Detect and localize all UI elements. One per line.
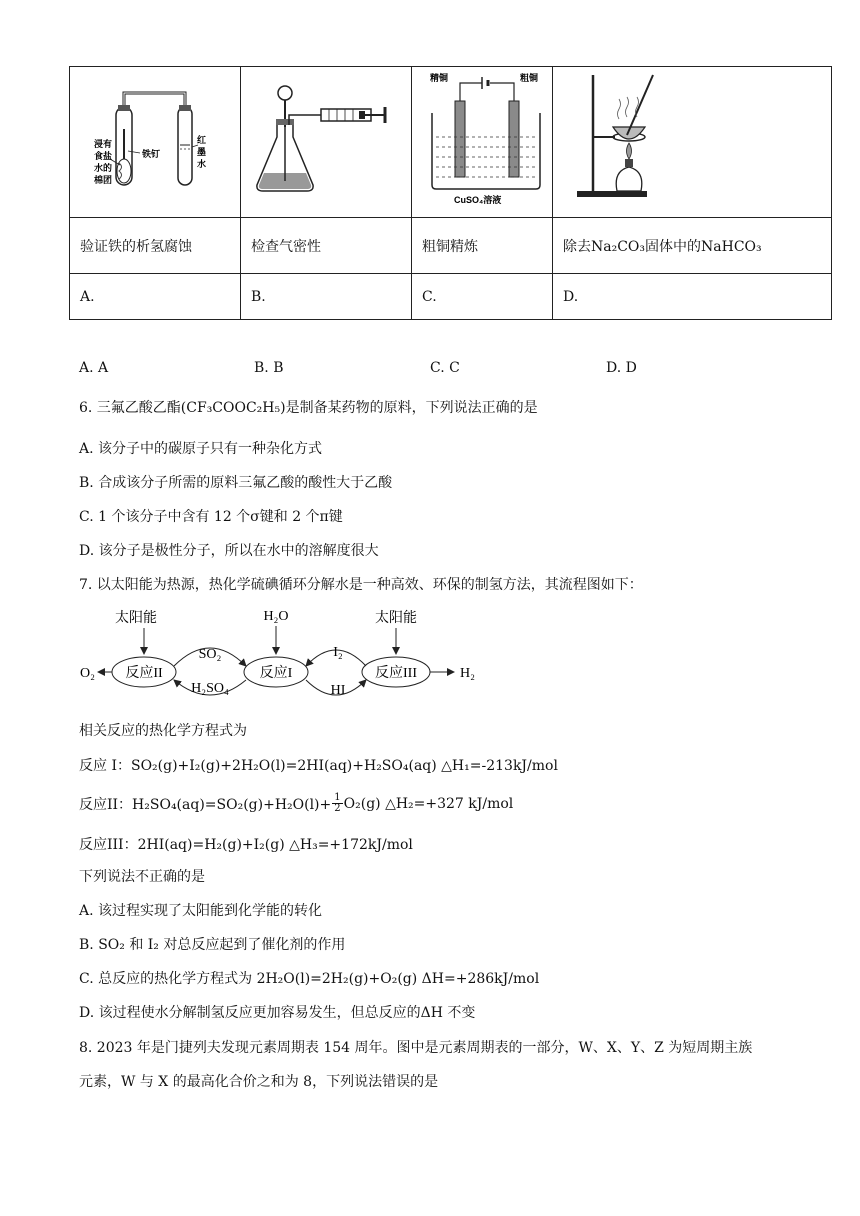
nail-label: 铁钉	[142, 149, 161, 159]
so2-label: SO₂	[198, 647, 222, 662]
q6-option-a[interactable]: A. 该分子中的碳原子只有一种杂化方式	[79, 441, 323, 457]
experiment-table	[69, 66, 832, 320]
purpose-d: 除去Na₂CO₃固体中的NaHCO₃	[553, 218, 832, 274]
q8-stem-line-1: 8. 2023 年是门捷列夫发现元素周期表 154 周年。图中是元素周期表的一部分，W、X、Y、Z 为短周期主族	[79, 1040, 753, 1056]
q7-option-a[interactable]: A. 该过程实现了太阳能到化学能的转化	[79, 903, 323, 919]
cotton-label: 浸有食盐水的棉团	[94, 139, 113, 185]
q5-option-d[interactable]: D. D	[606, 360, 637, 376]
fraction-numerator: 1	[334, 792, 341, 803]
q5-option-c[interactable]: C. C	[430, 360, 460, 376]
reaction-2-label: 反应II	[125, 666, 163, 681]
heating-figure	[563, 67, 831, 213]
iron-corrosion-figure	[80, 67, 240, 213]
q6-stem: 6. 三氟乙酸乙酯(CF₃COOC₂H₅)是制备某药物的原料，下列说法正确的是	[79, 400, 538, 416]
hydrogen-output: H₂	[460, 666, 475, 681]
q8-stem-line-2: 元素，W 与 X 的最高化合价之和为 8，下列说法错误的是	[79, 1074, 439, 1090]
purpose-c: 粗铜精炼	[412, 218, 553, 274]
figure-cell-a	[70, 67, 241, 218]
eq2-part-b: O₂(g) △H₂=+327 kJ/mol	[343, 795, 514, 812]
solar-energy-left: 太阳能	[115, 611, 157, 626]
i2-label: I₂	[333, 645, 343, 660]
reaction-1-label: 反应I	[259, 666, 293, 681]
oxygen-output: O₂	[80, 666, 95, 681]
letter-b: B.	[241, 274, 412, 320]
pure-copper-label: 精铜	[430, 73, 449, 83]
q7-equation-2	[79, 793, 513, 814]
purpose-a: 验证铁的析氢腐蚀	[70, 218, 241, 274]
letter-c: C.	[412, 274, 553, 320]
cuso4-label: CuSO₄溶液	[454, 195, 502, 205]
q6-option-b[interactable]: B. 合成该分子所需的原料三氟乙酸的酸性大于乙酸	[79, 475, 393, 491]
letter-a: A.	[70, 274, 241, 320]
sulfur-iodine-cycle-diagram	[76, 602, 496, 702]
q6-option-d[interactable]: D. 该分子是极性分子，所以在水中的溶解度很大	[79, 543, 379, 559]
solar-energy-right: 太阳能	[375, 611, 417, 626]
q7-intro: 相关反应的热化学方程式为	[79, 723, 247, 739]
airtightness-figure	[251, 67, 411, 213]
q7-ask: 下列说法不正确的是	[79, 869, 205, 885]
h2so4-label: H₂SO₄	[191, 681, 229, 696]
q7-equation-1: 反应 I：SO₂(g)+I₂(g)+2H₂O(l)=2HI(aq)+H₂SO₄(aq) △H₁=-213kJ/mol	[79, 758, 558, 774]
purpose-b: 检查气密性	[241, 218, 412, 274]
q5-option-b[interactable]: B. B	[254, 360, 284, 376]
q6-option-c[interactable]: C. 1 个该分子中含有 12 个σ键和 2 个π键	[79, 509, 343, 525]
fraction-denominator: 2	[334, 803, 341, 814]
copper-refining-figure	[422, 67, 552, 213]
water-input: H₂O	[263, 609, 289, 624]
ink-label: 红墨水	[197, 135, 207, 169]
half-fraction	[332, 793, 342, 814]
q7-stem: 7. 以太阳能为热源，热化学硫碘循环分解水是一种高效、环保的制氢方法，其流程图如下：	[79, 577, 643, 593]
figure-cell-c	[412, 67, 553, 218]
crude-copper-label: 粗铜	[520, 73, 539, 83]
reaction-3-label: 反应III	[375, 666, 417, 681]
letter-d: D.	[553, 274, 832, 320]
figure-cell-d	[553, 67, 832, 218]
figure-cell-b	[241, 67, 412, 218]
hi-label: HI	[330, 683, 346, 698]
q7-option-d[interactable]: D. 该过程使水分解制氢反应更加容易发生，但总反应的ΔH 不变	[79, 1005, 476, 1021]
eq2-part-a: 反应II：H₂SO₄(aq)=SO₂(g)+H₂O(l)+	[79, 796, 332, 813]
q7-equation-3: 反应III：2HI(aq)=H₂(g)+I₂(g) △H₃=+172kJ/mol	[79, 837, 413, 853]
q5-option-a[interactable]: A. A	[79, 360, 109, 376]
q7-option-c[interactable]: C. 总反应的热化学方程式为 2H₂O(l)=2H₂(g)+O₂(g) ΔH=+286kJ/mol	[79, 971, 540, 987]
q7-option-b[interactable]: B. SO₂ 和 I₂ 对总反应起到了催化剂的作用	[79, 937, 346, 953]
